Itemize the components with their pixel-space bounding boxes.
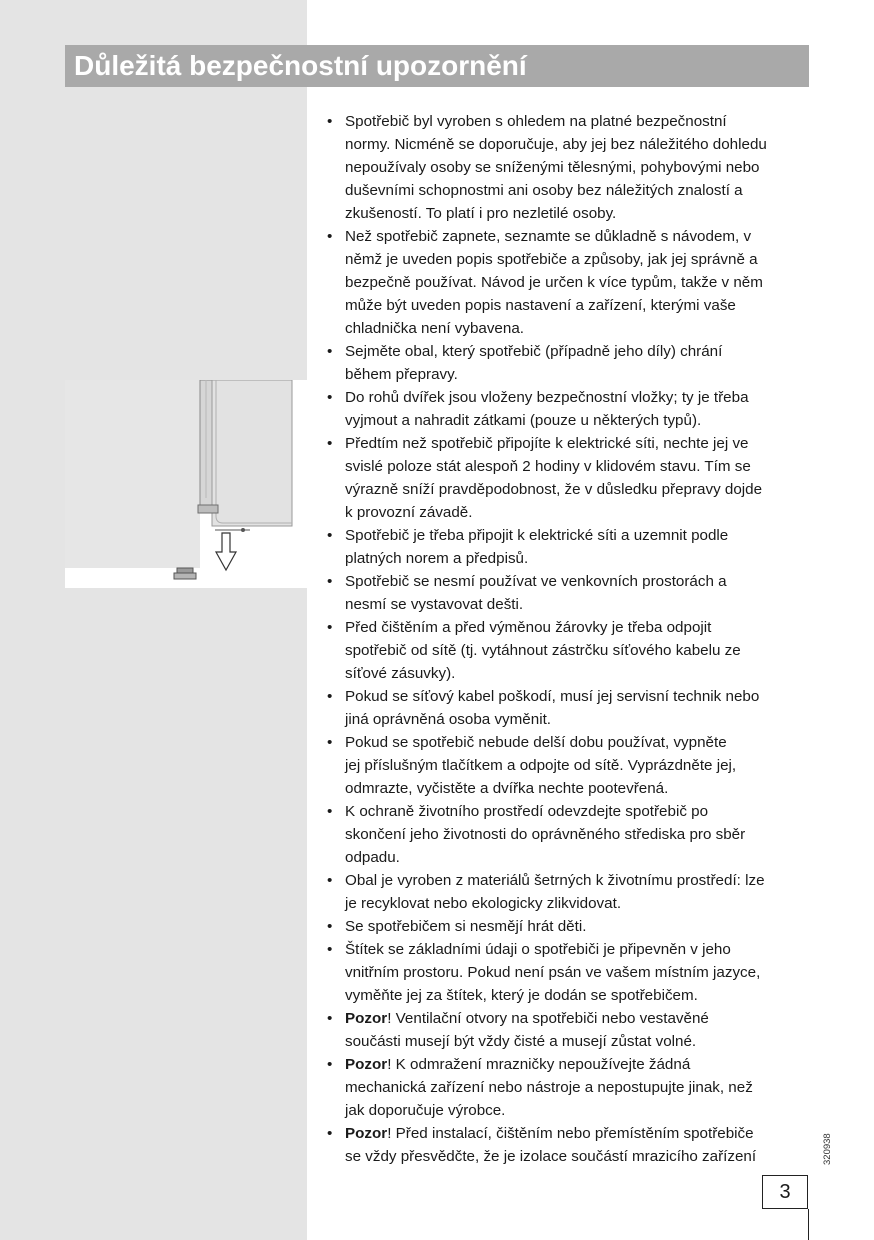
- warning-line: výrazně sníží pravděpodobnost, že v důsledku přepravy dojde: [345, 481, 763, 498]
- warning-item: [325, 570, 815, 616]
- warning-line: se vždy přesvědčte, že je izolace součástí mrazicího zařízení: [345, 1148, 757, 1165]
- warning-line: duševními schopnostmi ani osoby bez náležitých znalostí a: [345, 182, 743, 199]
- warning-item: [325, 1007, 815, 1053]
- warning-line: ! Před instalací, čištěním nebo přemístěním spotřebiče: [387, 1125, 754, 1142]
- warning-line: bezpečně používat. Návod je určen k více typům, takže v něm: [345, 274, 763, 291]
- warning-line: jiná oprávněná osoba vyměnit.: [345, 711, 552, 728]
- hinge-bracket: [198, 505, 218, 513]
- foot-icon: [177, 568, 193, 573]
- warning-line: K ochraně životního prostředí odevzdejte spotřebič po: [345, 803, 709, 820]
- warning-item: [325, 524, 815, 570]
- warning-line: Spotřebič byl vyroben s ohledem na platné bezpečnostní: [345, 113, 727, 130]
- warning-line: nesmí se vystavovat dešti.: [345, 596, 524, 613]
- warning-line: Pokud se spotřebič nebude delší dobu používat, vypněte: [345, 734, 727, 751]
- down-arrow-icon: [216, 533, 236, 570]
- warning-line: svislé poloze stát alespoň 2 hodiny v klidovém stavu. Tím se: [345, 458, 751, 475]
- warning-line: nepoužívaly osoby se sníženými tělesnými, pohybovými nebo: [345, 159, 760, 176]
- warning-item: [325, 432, 815, 524]
- warning-line: Než spotřebič zapnete, seznamte se důkladně s návodem, v: [345, 228, 752, 245]
- warning-line: k provozní závadě.: [345, 504, 473, 521]
- warning-line: může být uveden popis nastavení a zařízení, kterými vaše: [345, 297, 736, 314]
- warning-line: Obal je vyroben z materiálů šetrných k životnímu prostředí: lze: [345, 872, 765, 889]
- warning-emphasis: Pozor: [345, 1125, 388, 1142]
- warning-line: chladnička není vybavena.: [345, 320, 524, 337]
- warning-line: Spotřebič je třeba připojit k elektrické síti a uzemnit podle: [345, 527, 729, 544]
- warning-line: spotřebič od sítě (tj. vytáhnout zástrčku síťového kabelu ze: [345, 642, 741, 659]
- warning-line: Do rohů dvířek jsou vloženy bezpečnostní vložky; ty je třeba: [345, 389, 749, 406]
- warning-line: síťové zásuvky).: [345, 665, 456, 682]
- warning-item: [325, 1122, 815, 1168]
- warning-line: Spotřebič se nesmí používat ve venkovních prostorách a: [345, 573, 727, 590]
- warning-line: Předtím než spotřebič připojíte k elektrické síti, nechte jej ve: [345, 435, 749, 452]
- page-title: Důležitá bezpečnostní upozornění: [65, 45, 809, 87]
- door-panel: [212, 380, 292, 526]
- warning-item: [325, 1053, 815, 1122]
- warning-line: Štítek se základními údaji o spotřebiči je připevněn v jeho: [345, 941, 731, 958]
- warning-line: normy. Nicméně se doporučuje, aby jej bez náležitého dohledu: [345, 136, 767, 153]
- warning-line: vyjmout a nahradit zátkami (pouze u některých typů).: [345, 412, 702, 429]
- warning-line: němž je uveden popis spotřebiče a způsoby, jak jej správně a: [345, 251, 758, 268]
- warning-line: jej příslušným tlačítkem a odpojte od sítě. Vyprázdněte jej,: [345, 757, 737, 774]
- warning-item: [325, 386, 815, 432]
- warning-item: [325, 731, 815, 800]
- warning-line: Pokud se síťový kabel poškodí, musí jej servisní technik nebo: [345, 688, 760, 705]
- warning-item: [325, 685, 815, 731]
- left-margin-band: [0, 0, 307, 1240]
- warning-item: [325, 869, 815, 915]
- warning-item: [325, 110, 815, 225]
- appliance-body: [65, 380, 200, 568]
- warning-line: odpadu.: [345, 849, 400, 866]
- warning-emphasis: Pozor: [345, 1010, 388, 1027]
- warning-line: součásti musejí být vždy čisté a musejí zůstat volné.: [345, 1033, 697, 1050]
- warning-item: [325, 340, 815, 386]
- warning-line: mechanická zařízení nebo nástroje a nepostupujte jinak, než: [345, 1079, 753, 1096]
- warning-line: zkušeností. To platí i pro nezletilé osoby.: [345, 205, 617, 222]
- warning-emphasis: Pozor: [345, 1056, 388, 1073]
- warning-line: jak doporučuje výrobce.: [345, 1102, 506, 1119]
- safety-warnings-list: [325, 110, 815, 1168]
- warning-line: odmrazte, vyčistěte a dvířka nechte pootevřená.: [345, 780, 669, 797]
- warning-line: skončení jeho životnosti do oprávněného střediska pro sběr: [345, 826, 746, 843]
- warning-line: Před čištěním a před výměnou žárovky je třeba odpojit: [345, 619, 712, 636]
- warning-line: vnitřním prostoru. Pokud není psán ve vašem místním jazyce,: [345, 964, 761, 981]
- warning-line: ! Ventilační otvory na spotřebiči nebo vestavěné: [387, 1010, 709, 1027]
- warning-item: [325, 938, 815, 1007]
- warning-line: vyměňte jej za štítek, který je dodán se spotřebičem.: [345, 987, 698, 1004]
- warning-item: [325, 616, 815, 685]
- warning-line: Se spotřebičem si nesmějí hrát děti.: [345, 918, 587, 935]
- warning-item: [325, 800, 815, 869]
- page-number: 3: [762, 1175, 808, 1209]
- fridge-door-drawing: [65, 380, 307, 588]
- warning-line: platných norem a předpisů.: [345, 550, 529, 567]
- warning-line: ! K odmražení mrazničky nepoužívejte žádná: [387, 1056, 691, 1073]
- page-number-rule: [808, 1209, 809, 1240]
- warning-line: je recyklovat nebo ekologicky zlikvidovat.: [345, 895, 622, 912]
- fridge-door-illustration: [65, 380, 307, 588]
- warning-line: Sejměte obal, který spotřebič (případně jeho díly) chrání: [345, 343, 723, 360]
- warning-item: [325, 915, 815, 938]
- warning-item: [325, 225, 815, 340]
- warning-line: během přepravy.: [345, 366, 458, 383]
- document-code: 320938: [822, 1133, 833, 1165]
